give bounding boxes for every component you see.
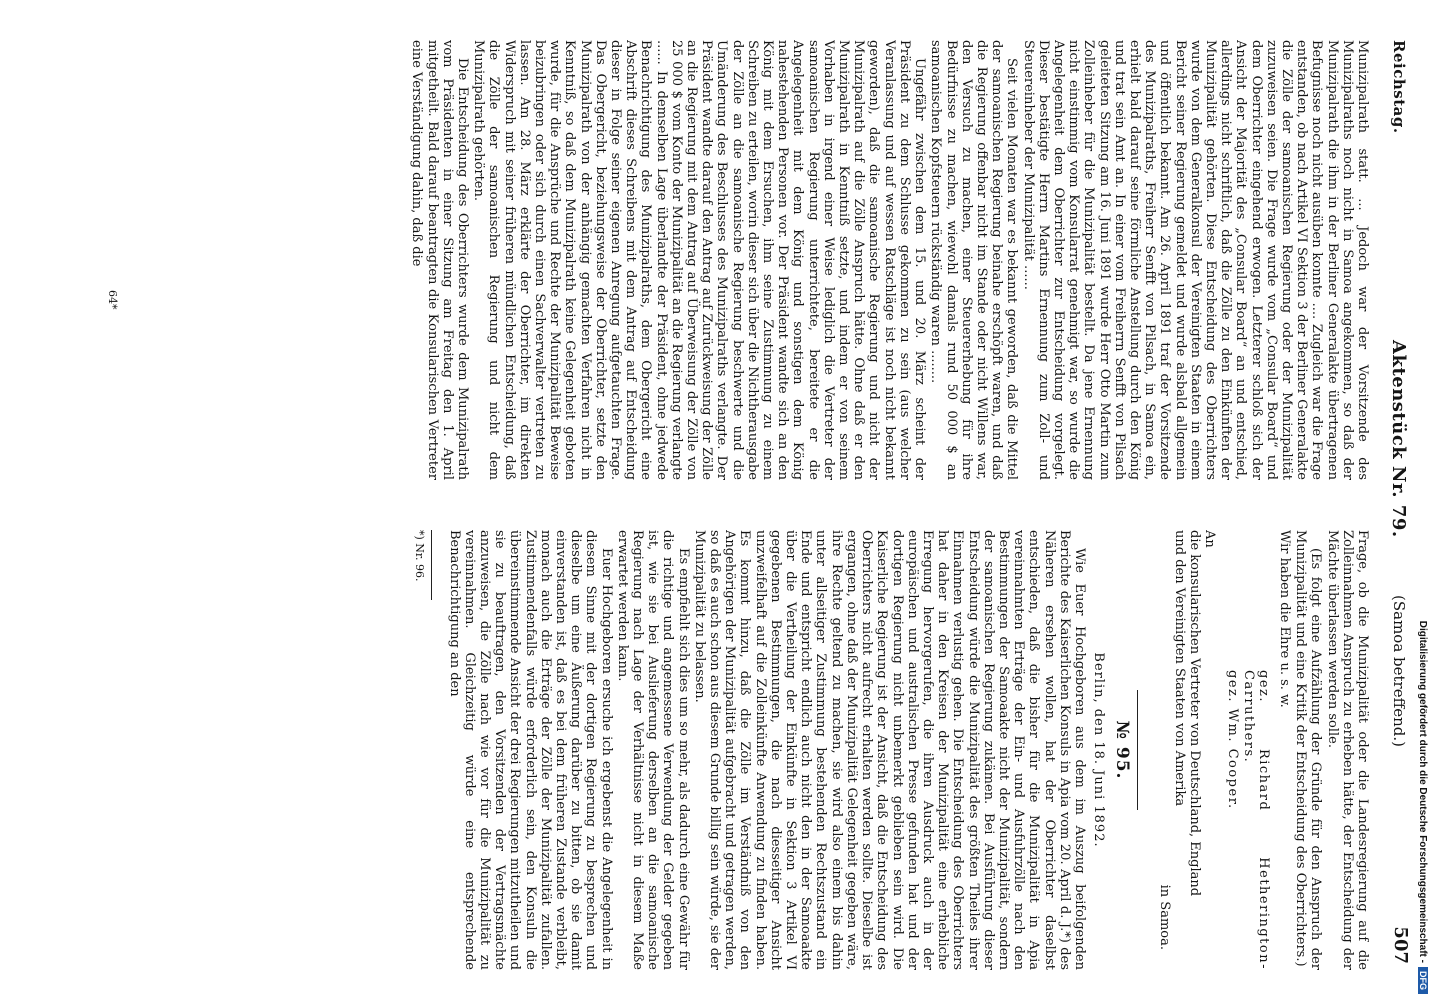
signatures — [1225, 530, 1271, 970]
address-line: und den Vereinigten Staaten von Amerika — [1171, 530, 1187, 807]
dfg-logo: DFG — [1418, 967, 1428, 994]
closing-formula: Wir haben die Ehre u. s. w. — [1276, 530, 1292, 708]
dfg-credit — [1417, 4, 1428, 994]
signature: gez. Richard Hetherington-Carruthers. — [1240, 670, 1271, 970]
paragraph: Ungefähr zwischen dem 15. und 20. März scheint der Präsident zu dem Schlusse gekommen zu sein (aus welcher Veranlassung und auf wessen Ratschläge ist noch nicht bekannt geworden), daß die samoanische Regierung und nicht der Munizipalrath auf die Zölle Anspruch hätte. Ohne daß er den Munizipalrath in Kenntniß setzte, und indem er von seinem Vorhaben in irgend einer Weise lediglich die Vertreter der samoanischen Regierung unterrichtete, bereitete er die Angelegenheit mit dem König und sonstigen dem König nahestehenden Personen vor. Der Präsident wandte sich an den König mit dem Ersuchen, ihm seine Zustimmung zu einem Schreiben zu erteilen, worin dieser sich über die Nichtherausgabe der Zölle an die samoanische Regierung beschwerte und die Umänderung des Beschlusses des Munizipalraths verlangte. Der Präsident wandte darauf den Antrag auf Zurückweisung der Zölle an die Regierung mit dem Antrag auf Überweisung der Zölle von 25 000 $ vom Konto der Munizipalität an die Regierung verlangte ...... In demselben Lage überlandte der Präsident, ohne jedwede Benachrichtigung des Munizipalraths, dem Obergericht eine Abschrift dieses Schreibens mit dem Antrag auf Entscheidung dieser in Folge seiner eigenen Anregung aufgetauchten Frage. Das Obergericht, beziehungsweise der Oberrichter, setzte den Munizipalrath von der anhängig gemachten Verfahren nicht in Kenntniß, so daß dem Munizipalrath keine Gelegenheit geboten wurde, für die Ansprüche und Rechte der Munizipalität Beweise beizubringen oder sich durch einen Sachverwalter vertreten zu lassen. Am 28. März erklärte der Oberrichter, im direkten Widerspruch mit seiner früheren mündlichen Entscheidung, daß die Zölle der samoanischen Regierung und nicht dem Munizipalrath gehörten. — [471, 40, 928, 480]
paragraph: Munizipalrath statt. ... Jedoch war der Vorsitzende des Munizipalraths noch nicht in Samoa angekommen, so daß der Munizipalrath die ihm in der Berliner Generalakte übertragenen Befugnisse noch nicht ausüben konnte .... Zugleich war die Frage entstanden, ob nach Artikel VI Sektion 3 der Berliner Generalakte die Zölle der samoanischen Regierung oder der Munizipalität zuzuweisen seien. Die Frage wurde vom „Consular Board“ und dem Oberrichter eingehend erwogen. Letzterer schloß sich der Ansicht der Majorität des „Consular Board“ an und entschied, allerdings nicht schriftlich, daß die Zölle zu den Einkünften der Munizipalität gehörten. Diese Entscheidung des Oberrichters wurde von dem Generalkonsul der Vereinigten Staaten in einem Bericht seiner Regierung gemeldet und wurde alsbald allgemein und öffentlich bekannt. Am 26. April 1891 traf der Vorsitzende des Munizipalraths, Freiherr Senfft von Pilsach, in Samoa ein, erhielt bald darauf seine förmliche Anstellung durch den König und trat sein Amt an. In einer vom Freiherrn Senfft von Pilsach geleiteten Sitzung am 16. Juni 1891 wurde Herr Otto Martin zum Zolleinheber für die Munizipalität bestellt. Da jene Ernennung nicht einstimmig vom Konsularrat genehmigt war, so wurde die Angelegenheit dem Oberrichter zur Entscheidung vorgelegt. Dieser bestätigte Herrn Martins Ernennung zum Zoll- und Steuereinheber der Munizipalität ...... — [1020, 40, 1370, 480]
paragraph: Die Entscheidung des Oberrichters wurde dem Munizipalrath vom Präsidenten in einer Sitzung am Freitag den 1. April mitgetheilt. Bald darauf beantragten die Konsularischen Vertreter eine Verständigung dahin, daß die — [409, 40, 471, 480]
header-page-number: 507 — [1390, 926, 1411, 964]
right-column — [100, 530, 1370, 970]
scanned-page — [70, 40, 1410, 970]
page-header — [1382, 40, 1410, 970]
footnote-divider — [431, 530, 432, 600]
paragraph: Seit vielen Monaten war es bekannt geworden, daß die Mittel der samoanischen Regierung beinahe erschöpft waren, und daß die Regierung offenbar nicht im Stande oder nicht Willens war, den Versuch zu machen, einer Steuererhebung für ihre Bedürfnisse zu machen, wiewohl damals rund 50 000 $ an samoanischen Kopfsteuern rückständig waren ........ — [928, 40, 1020, 480]
paragraph: Es empfiehlt sich dies um so mehr, als dadurch eine Gewähr für die richtige und angemessene Verwendung der Gelder gegeben ist, wie sie bei Auslieferung derselben an die samoanische Regierung nach Lage der Verhältnisse nicht in diesem Maße erwartet werden kann. — [614, 530, 691, 970]
credit-text: Digitalisierung gefördert durch die Deutsche Forschungsgemeinschaft - — [1417, 620, 1428, 963]
paragraph: Euer Hochgeboren ersuche ich ergebenst die Angelegenheit in diesem Sinne mit der dortigen Regierung zu besprechen und dieselbe um eine Äußerung darüber zu bitten, ob sie damit einverstanden ist, daß es bei dem früheren Zustande verbleibt, monach auch die Erträge der Zölle der Munizipalität zufallen. Zustimmendenfalls würde erforderlich sein, den Konsuln die übereinstimmende Ansicht der drei Regierungen mitzutheilen und sie zu beauftragen, den Vorsitzenden der Vertragsmächte anzuweisen, die Zölle nach wie vor für die Munizipalität zu vereinnahmen. Gleichzeitig würde eine entsprechende Benachrichtigung an den — [446, 530, 614, 970]
header-document-title: Aktenstück Nr. 79. — [1388, 340, 1409, 538]
document-number: № 95. — [1112, 720, 1133, 780]
signature: gez. Wm. Cooper. — [1225, 670, 1241, 810]
address-line: in Samoa. — [1156, 884, 1172, 950]
divider — [1137, 690, 1138, 810]
footnote: *) Nr. 96. — [413, 530, 427, 582]
address-block — [1156, 530, 1217, 970]
signature-mark: 64* — [106, 290, 119, 310]
header-reichstag: Reichstag. — [1390, 40, 1408, 134]
address-to: An — [1202, 530, 1218, 548]
paragraph: Wie Euer Hochgeboren aus dem im Auszug beifolgenden Berichte des Kaiserlichen Konsuls in Apia vom 20. April d. J.*) des Näheren ersehen wollen, hat der Oberrichter daselbst entschieden, daß die bisher für die Munizipalität in Apia vereinnahmten Erträge der Ein- und Ausfuhrzölle nach den Bestimmungen der Samoaakte nicht der Munizipalität, sondern der samoanischen Regierung zukämen. Bei Ausführung dieser Entscheidung würde die Munizipalität des größten Theiles ihrer Einnahmen verlustig gehen. Die Entscheidung des Oberrichters hat daher in den Kreisen der Munizipalität eine erhebliche Erregung hervorgerufen, die ihren Ausdruck auch in der europäischen und australischen Presse gefunden hat und der dortigen Regierung nicht unbemerkt geblieben sein wird. Die Kaiserliche Regierung ist der Ansicht, daß die Entscheidung des Oberrichters nicht aufrecht erhalten werden sollte. Dieselbe ist ergangen, ohne daß der Munizipalität Gelegenheit gegeben wäre, ihre Rechte geltend zu machen, sie wird also einem bis dahin unter allseitiger Zustimmung bestehenden Rechtszustand ein Ende und entspricht endlich auch nicht den in der Samoaakte über die Vertheilung der Einkünfte in Sektion 3 Artikel VI gegebenen Bestimmungen, die nach diesseitiger Ansicht unzweifelhaft auf die Zolleinkünfte Anwendung zu finden haben. Es kommt hinzu, daß die Zölle im Verständniß von den Angehörigen der Munizipalität aufgebracht und getragen werden, so daß es auch schon aus diesem Grunde billig sein würde, sie der Munizipalität zu belassen. — [691, 530, 1087, 970]
left-column — [100, 40, 1370, 480]
address-line: die konsularischen Vertreter von Deutschland, England — [1186, 530, 1202, 897]
paragraph: (Es folgt eine Aufzählung der Gründe für den Anspruch der Munizipalität und eine Kritik der Entscheidung des Oberrichters.) — [1293, 530, 1324, 970]
header-subject: (Samoa betreffend.) — [1390, 595, 1408, 748]
paragraph: Frage, ob die Munizipalität oder die Landesregierung auf die Zolleinnahmen Anspruch zu erheben hätte, der Entscheidung der Mächte überlassen werden solle. — [1324, 530, 1370, 970]
place-date: Berlin, den 18. Juni 1892. — [1091, 652, 1107, 848]
